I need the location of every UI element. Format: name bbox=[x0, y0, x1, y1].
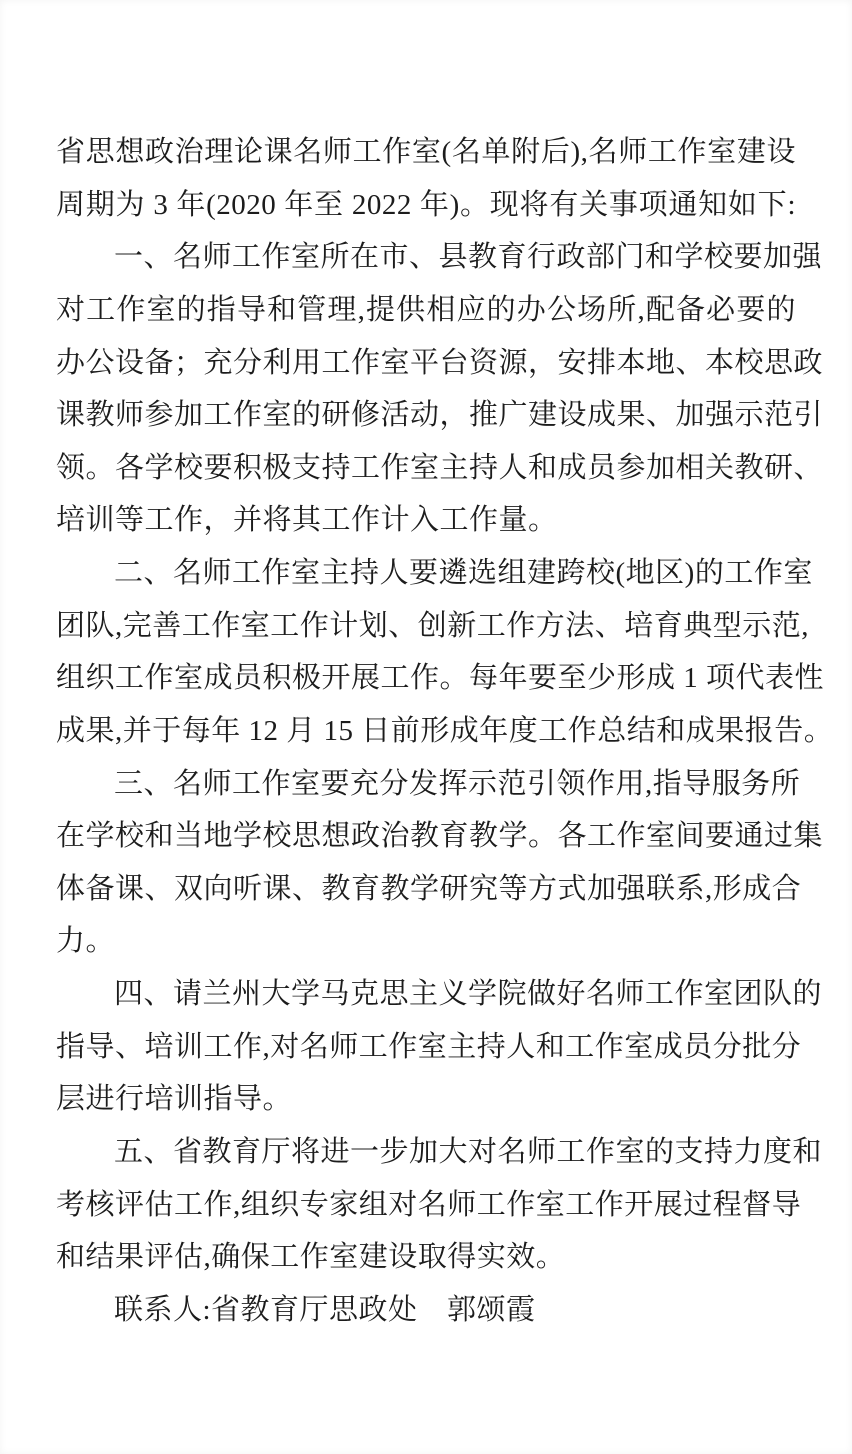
text-line: 培训等工作，并将其工作计入工作量。 bbox=[56, 504, 558, 537]
text-line: 省思想政治理论课名师工作室(名单附后),名师工作室建设 bbox=[56, 136, 796, 168]
text-line-section-4: 四、请兰州大学马克思主义学院做好名师工作室团队的 bbox=[114, 978, 823, 1010]
text-line: 周期为 3 年(2020 年至 2022 年)。现将有关事项通知如下: bbox=[56, 188, 796, 221]
text-line-section-2: 二、名师工作室主持人要遴选组建跨校(地区)的工作室 bbox=[114, 557, 813, 589]
text-line: 对工作室的指导和管理,提供相应的办公场所,配备必要的 bbox=[56, 293, 796, 326]
text-line: 考核评估工作,组织专家组对名师工作室工作开展过程督导 bbox=[56, 1188, 802, 1221]
text-line: 领。各学校要积极支持工作室主持人和成员参加相关教研、 bbox=[56, 451, 824, 484]
text-line: 力。 bbox=[56, 925, 116, 958]
text-line: 体备课、双向听课、教育教学研究等方式加强联系,形成合 bbox=[56, 872, 802, 905]
text-line: 和结果评估,确保工作室建设取得实效。 bbox=[56, 1241, 566, 1274]
text-line-section-3: 三、名师工作室要充分发挥示范引领作用,指导服务所 bbox=[114, 767, 801, 800]
text-line: 成果,并于每年 12 月 15 日前形成年度工作总结和成果报告。 bbox=[56, 714, 834, 747]
text-line: 在学校和当地学校思想政治教育教学。各工作室间要通过集 bbox=[56, 820, 824, 853]
text-line-contact: 联系人:省教育厅思政处 郭颂霞 bbox=[114, 1293, 536, 1326]
text-line-section-1: 一、名师工作室所在市、县教育行政部门和学校要加强 bbox=[114, 241, 823, 274]
text-line-section-5: 五、省教育厅将进一步加大对名师工作室的支持力度和 bbox=[114, 1135, 823, 1168]
text-line: 团队,完善工作室工作计划、创新工作方法、培育典型示范, bbox=[56, 609, 810, 642]
text-line: 办公设备；充分利用工作室平台资源，安排本地、本校思政 bbox=[56, 346, 824, 379]
text-line: 组织工作室成员积极开展工作。每年要至少形成 1 项代表性 bbox=[56, 662, 825, 695]
text-line: 课教师参加工作室的研修活动，推广建设成果、加强示范引 bbox=[56, 399, 824, 432]
text-line: 层进行培训指导。 bbox=[56, 1083, 293, 1116]
text-line: 指导、培训工作,对名师工作室主持人和工作室成员分批分 bbox=[56, 1030, 802, 1063]
notice-body-text bbox=[56, 126, 834, 1336]
